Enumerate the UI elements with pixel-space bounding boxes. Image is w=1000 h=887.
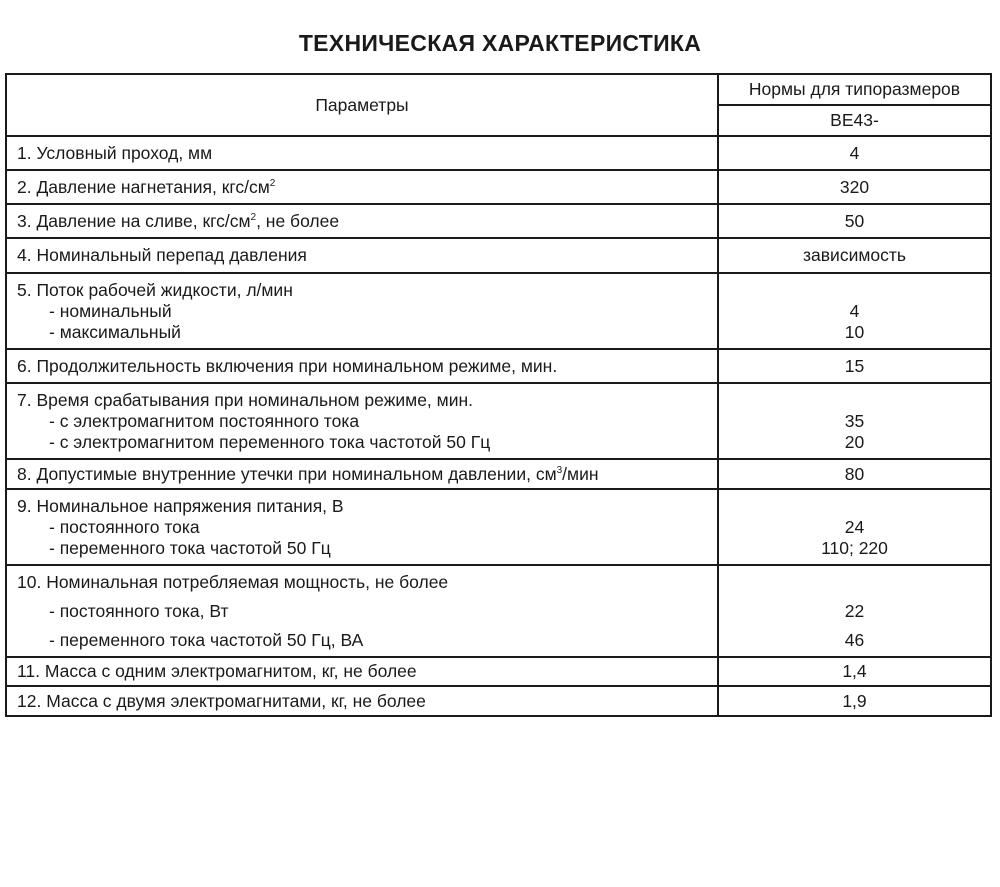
table-row — [6, 349, 991, 383]
row-value: 15 — [718, 349, 991, 383]
row-label: 2. Давление нагнетания, кгс/$см^2$ — [6, 170, 718, 204]
table-row — [6, 489, 991, 565]
table-row — [6, 170, 991, 204]
row-label: 3. Давление на сливе, кгс/$см^2$, не более — [6, 204, 718, 238]
row-value: 4 10 — [718, 273, 991, 349]
header-row — [6, 74, 991, 105]
header-norms: Нормы для типоразмеров — [718, 74, 991, 105]
row-label: 12. Масса с двумя электромагнитами, кг, не более — [6, 686, 718, 716]
row-value: 24 110; 220 — [718, 489, 991, 565]
row-value: 22 46 — [718, 565, 991, 657]
table-row — [6, 657, 991, 686]
row-label: 11. Масса с одним электромагнитом, кг, не более — [6, 657, 718, 686]
table-row — [6, 565, 991, 657]
row-label: 1. Условный проход, мм — [6, 136, 718, 170]
row-label: 9. Номинальное напряжения питания, В - постоянного тока - переменного тока частотой 50 Гц — [6, 489, 718, 565]
row-value: 1,4 — [718, 657, 991, 686]
table-row — [6, 383, 991, 459]
table-row — [6, 136, 991, 170]
row-label: 7. Время срабатывания при номинальном режиме, мин. - с электромагнитом постоянного тока - с электромагнитом переменного тока частотой 50 Гц — [6, 383, 718, 459]
row-label: 8. Допустимые внутренние утечки при номинальном давлении, $см^3$/мин — [6, 459, 718, 489]
row-value: 1,9 — [718, 686, 991, 716]
table-row — [6, 686, 991, 716]
row-value: 320 — [718, 170, 991, 204]
spec-table — [5, 73, 992, 717]
table-row — [6, 204, 991, 238]
row-label: 10. Номинальная потребляемая мощность, не более - постоянного тока, Вт - переменного тока частотой 50 Гц, ВА — [6, 565, 718, 657]
page-title: ТЕХНИЧЕСКАЯ ХАРАКТЕРИСТИКА — [298, 30, 702, 56]
row-label: 5. Поток рабочей жидкости, л/мин - номинальный - максимальный — [6, 273, 718, 349]
table-row — [6, 459, 991, 489]
row-value: 50 — [718, 204, 991, 238]
row-value: зависимость — [718, 238, 991, 273]
row-label: 6. Продолжительность включения при номинальном режиме, мин. — [6, 349, 718, 383]
row-value: 4 — [718, 136, 991, 170]
row-label: 4. Номинальный перепад давления — [6, 238, 718, 273]
table-row — [6, 238, 991, 273]
row-value: 80 — [718, 459, 991, 489]
table-row — [6, 273, 991, 349]
header-model: ВЕ43- — [718, 105, 991, 136]
header-params: Параметры — [6, 74, 718, 136]
row-value: 35 20 — [718, 383, 991, 459]
